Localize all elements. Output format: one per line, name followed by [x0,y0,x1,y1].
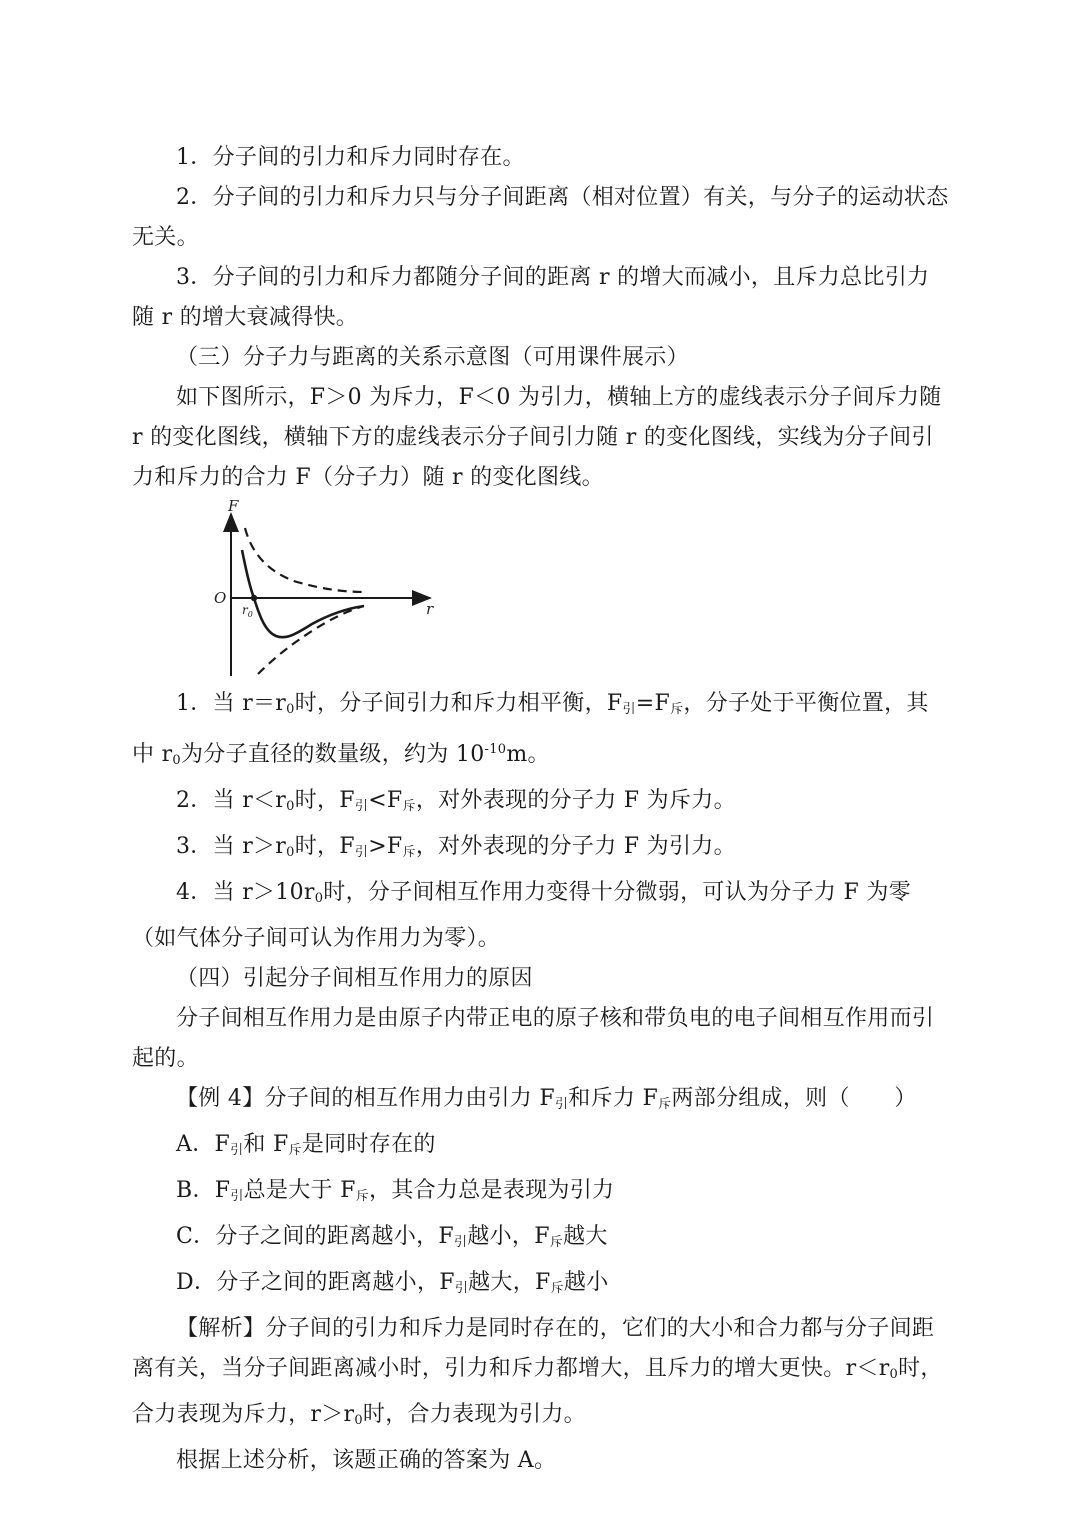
r0-label: $r_0$ [242,603,253,619]
case-3: 3．当 $r>r_0$时，$F_引>F_斥$，对外表现的分子力 F 为引力。 [176,834,736,860]
section-3-intro: 如下图所示，F＞0 为斥力，F＜0 为引力，横轴上方的虚线表示分子间斥力随 r 的变化图线，横轴下方的虚线表示分子间引力随 r 的变化图线，实线为分子间引力和斥力的合力 F（分子力）随 r 的变化图线。 [132,385,942,490]
force-distance-diagram [172,500,442,678]
case-1: 1．当 $r=r_0$时，分子间引力和斥力相平衡，$F_引=F_斥$，分子处于平衡位置，其中 $r_0$为分子直径的数量级，约为 $10^{-10}m$。 [132,691,929,768]
origin-label: O [214,589,227,607]
y-axis-label: F [228,500,239,515]
example-question: 【例 4】分子间的相互作用力由引力 $F_引$和斥力 $F_斥$两部分组成，则（ ） [176,1086,917,1112]
net-force-curve [242,550,364,637]
analysis: 【解析】分子间的引力和斥力是同时存在的，它们的大小和合力都与分子间距离有关，当分子间距离减小时，引力和斥力都增大，且斥力的增大更快。$r<r_0$时，合力表现为斥力，$r>r_0$时，合力表现为引力。 [132,1316,943,1428]
option-d: D．分子之间的距离越小，$F_引$越大，$F_斥$越小 [176,1270,609,1296]
option-a: A．$F_引$和 $F_斥$是同时存在的 [176,1132,436,1158]
document-page [132,138,950,1481]
section-4-body: 分子间相互作用力是由原子内带正电的原子核和带负电的电子间相互作用而引起的。 [132,1006,935,1071]
case-2: 2．当 $r<r_0$时，$F_引<F_斥$，对外表现的分子力 F 为斥力。 [176,788,736,814]
point-1: 1．分子间的引力和斥力同时存在。 [176,145,525,170]
option-b: B．$F_引$总是大于 $F_斥$，其合力总是表现为引力 [176,1178,615,1204]
case-4: 4．当 $r>10r_0$时，分子间相互作用力变得十分微弱，可认为分子力 F 为零（如气体分子间可认为作用力为零）。 [132,880,911,951]
point-3: 3．分子间的引力和斥力都随分子间的距离 r 的增大而减小，且斥力总比引力随 r 的增大衰减得快。 [132,265,930,330]
repulsive-force-curve [245,528,367,592]
equilibrium-point [251,595,257,601]
attractive-force-curve [258,606,364,674]
x-axis-label: r [426,600,434,618]
section-3-heading: （三）分子力与距离的关系示意图（可用课件展示） [176,345,689,370]
conclusion: 根据上述分析，该题正确的答案为 A。 [176,1448,557,1473]
force-distance-svg [172,500,442,678]
section-4-heading: （四）引起分子间相互作用力的原因 [176,966,533,991]
option-c: C．分子之间的距离越小，$F_引$越小，$F_斥$越大 [176,1224,608,1250]
point-2: 2．分子间的引力和斥力只与分子间距离（相对位置）有关，与分子的运动状态无关。 [132,185,949,250]
